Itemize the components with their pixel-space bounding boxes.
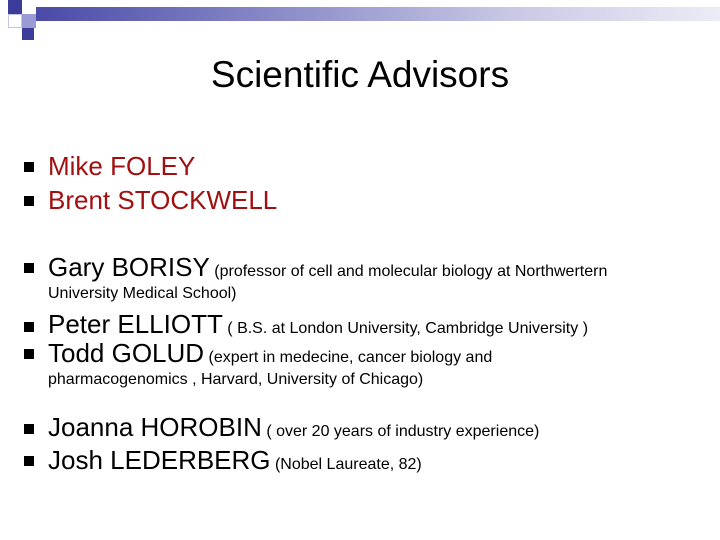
list-item-lederberg	[48, 446, 708, 479]
advisor-note: (Nobel Laureate, 82)	[270, 456, 422, 473]
bullet-icon	[24, 162, 34, 172]
advisor-name: Joanna HOROBIN	[48, 412, 262, 442]
bullet-icon	[24, 349, 34, 359]
advisor-name: Peter ELLIOTT	[48, 309, 223, 339]
list-item-horobin	[48, 413, 708, 446]
list-item-stockwell	[48, 186, 708, 219]
bullet-icon	[24, 196, 34, 206]
bullet-icon	[24, 263, 34, 273]
list-item-golud	[48, 339, 708, 390]
advisor-name: Josh LEDERBERG	[48, 445, 271, 475]
advisor-name: Todd GOLUD	[48, 338, 205, 368]
advisor-note: (professor of cell and molecular biology at Northwertern	[209, 263, 608, 280]
advisor-name: Mike FOLEY	[48, 151, 196, 181]
advisor-note: ( over 20 years of industry experience)	[261, 423, 540, 440]
list-item-foley	[48, 152, 708, 185]
bullet-icon	[24, 424, 34, 434]
list-item-borisy	[48, 253, 708, 304]
advisor-name: Brent STOCKWELL	[48, 185, 278, 215]
bullet-icon	[24, 322, 34, 332]
advisor-note: (expert in medecine, cancer biology and	[204, 349, 493, 366]
slide-title: Scientific Advisors	[210, 54, 510, 95]
advisor-note-continuation: University Medical School)	[48, 285, 237, 302]
advisor-name: Gary BORISY	[48, 252, 210, 282]
advisor-note: ( B.S. at London University, Cambridge University )	[222, 320, 589, 337]
advisor-note-continuation: pharmacogenomics , Harvard, University of Chicago)	[48, 371, 424, 388]
bullet-icon	[24, 456, 34, 466]
